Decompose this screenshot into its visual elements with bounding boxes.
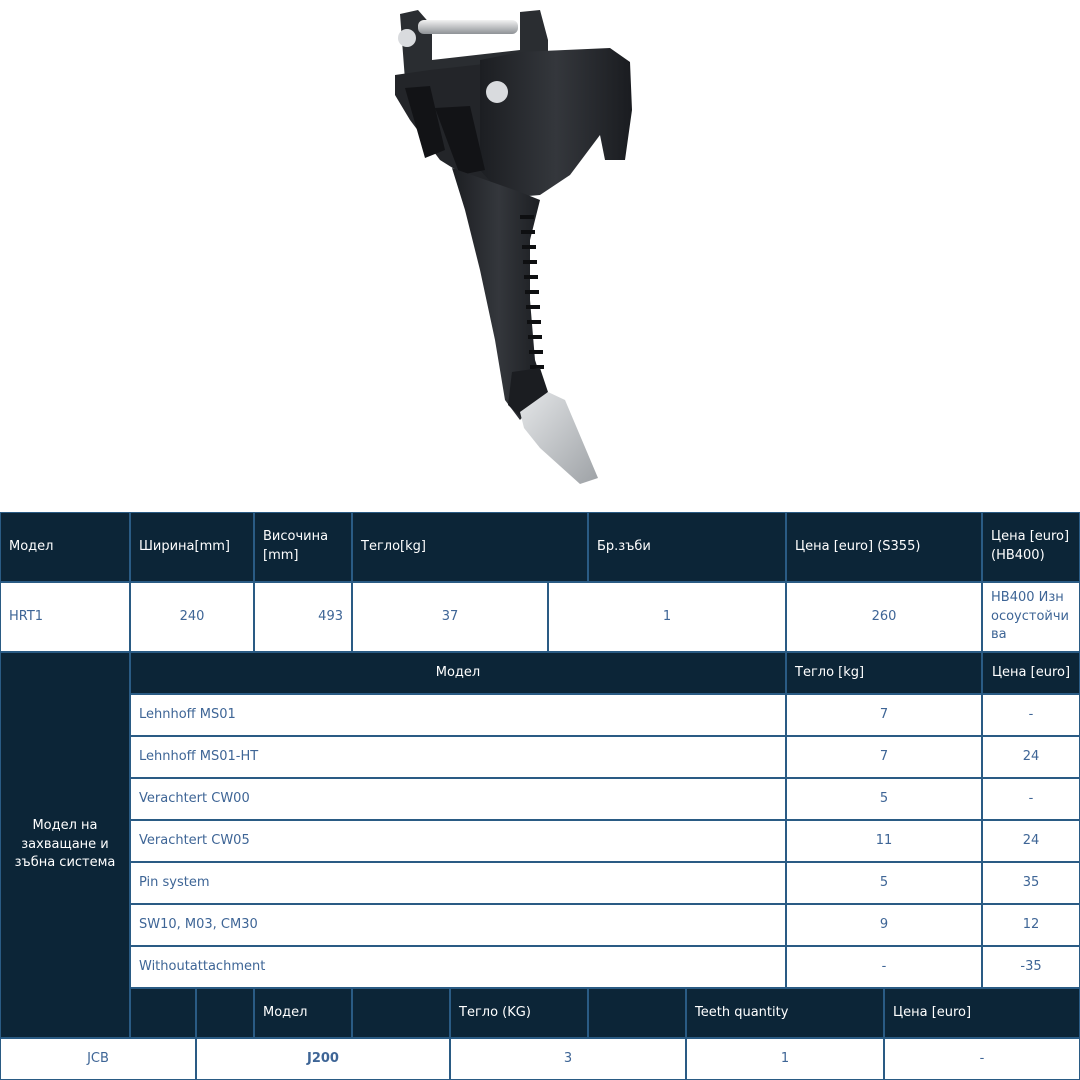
attachment-row-price [982, 904, 1080, 946]
ripper-tooth-image [0, 0, 1080, 512]
header-text: Модел [435, 664, 481, 680]
cell-text: - [1028, 706, 1034, 722]
header-text: Ширина[mm] [139, 538, 230, 554]
attachment-row-model [130, 694, 786, 736]
header-text: Бр.зъби [597, 538, 651, 554]
main-cell-price-s355 [786, 582, 982, 652]
jcb-header-blank [196, 988, 254, 1038]
attachment-row-price [982, 946, 1080, 988]
jcb-header-price [884, 988, 1080, 1038]
cell-text: 35 [1022, 874, 1040, 890]
cell-text: 9 [879, 916, 889, 932]
main-header-price-hb400 [982, 512, 1080, 582]
jcb-header-teeth [686, 988, 884, 1038]
cell-text: 5 [879, 790, 889, 806]
cell-text: 7 [879, 706, 889, 722]
cell-text: 24 [1022, 832, 1040, 848]
jcb-cell-teeth [686, 1038, 884, 1080]
cell-text: Verachtert CW05 [139, 832, 250, 848]
cell-text: Verachtert CW00 [139, 790, 250, 806]
cell-text: 7 [879, 748, 889, 764]
jcb-header-weight [450, 988, 588, 1038]
jcb-header-blank [588, 988, 686, 1038]
header-text: Цена [euro] [991, 664, 1071, 680]
main-cell-price-hb400 [982, 582, 1080, 652]
header-text: Тегло[kg] [361, 538, 426, 554]
header-text: Цена [euro] [893, 1004, 972, 1020]
attachment-row-weight [786, 820, 982, 862]
attachment-header-price [982, 652, 1080, 694]
cell-text: - [979, 1050, 985, 1066]
jcb-cell-model [196, 1038, 450, 1080]
cell-text: HB400 Износоустойчива [991, 589, 1069, 643]
main-header-model [0, 512, 130, 582]
header-text: Модел [9, 538, 54, 554]
main-header-width [130, 512, 254, 582]
attachment-row-price [982, 736, 1080, 778]
attachment-row-price [982, 862, 1080, 904]
cell-text: 12 [1022, 916, 1040, 932]
cell-text: Withoutattachment [139, 958, 266, 974]
cell-text: 1 [662, 608, 672, 624]
attachment-row-model [130, 862, 786, 904]
side-label-text: Модел на захващане и зъбна система [14, 817, 116, 871]
header-text: Височина[mm] [263, 529, 329, 563]
cell-text: 260 [871, 608, 897, 624]
header-text: Цена [euro] (S355) [795, 538, 921, 554]
attachment-header-weight [786, 652, 982, 694]
jcb-header-blank [130, 988, 196, 1038]
attachment-row-price [982, 694, 1080, 736]
attachment-row-model [130, 946, 786, 988]
jcb-cell-brand [0, 1038, 196, 1080]
main-header-teeth [588, 512, 786, 582]
attachment-row-weight [786, 862, 982, 904]
header-text: Модел [263, 1004, 308, 1020]
header-text: Teeth quantity [695, 1004, 789, 1020]
jcb-cell-price [884, 1038, 1080, 1080]
product-image-area [0, 0, 1080, 512]
cell-text: 24 [1022, 748, 1040, 764]
attachment-row-model [130, 736, 786, 778]
main-header-price-s355 [786, 512, 982, 582]
attachment-row-weight [786, 736, 982, 778]
cell-text: 3 [563, 1050, 573, 1066]
cell-text: Lehnhoff MS01-HT [139, 748, 259, 764]
cell-text: JCB [87, 1050, 109, 1066]
cell-text: 37 [441, 608, 459, 624]
attachment-header-model [130, 652, 786, 694]
cell-text: - [1028, 790, 1034, 806]
attachment-row-model [130, 778, 786, 820]
attachment-row-weight [786, 946, 982, 988]
attachment-row-price [982, 778, 1080, 820]
cell-text: 493 [318, 608, 343, 624]
attachment-row-model [130, 904, 786, 946]
main-header-height [254, 512, 352, 582]
jcb-header-blank [352, 988, 450, 1038]
cell-text: 1 [780, 1050, 790, 1066]
header-text: Цена [euro] (HB400) [991, 529, 1070, 563]
cell-text: -35 [1020, 958, 1042, 974]
cell-text: SW10, M03, CM30 [139, 916, 258, 932]
cell-text: HRT1 [9, 608, 44, 624]
header-text: Тегло [kg] [795, 664, 865, 680]
attachment-row-price [982, 820, 1080, 862]
jcb-header-model [254, 988, 352, 1038]
cell-text: Lehnhoff MS01 [139, 706, 236, 722]
attachment-row-weight [786, 694, 982, 736]
attachment-row-model [130, 820, 786, 862]
attachment-side-label [0, 652, 130, 1038]
main-header-weight [352, 512, 588, 582]
main-cell-teeth [548, 582, 786, 652]
main-cell-width [130, 582, 254, 652]
jcb-cell-weight [450, 1038, 686, 1080]
attachment-row-weight [786, 778, 982, 820]
cell-text: 5 [879, 874, 889, 890]
cell-text: - [881, 958, 887, 974]
cell-text: 11 [875, 832, 893, 848]
main-cell-height [254, 582, 352, 652]
cell-text: Pin system [139, 874, 210, 890]
cell-text: J200 [307, 1050, 339, 1066]
attachment-row-weight [786, 904, 982, 946]
header-text: Тегло (KG) [459, 1004, 531, 1020]
main-cell-weight [352, 582, 548, 652]
main-cell-model [0, 582, 130, 652]
cell-text: 240 [179, 608, 205, 624]
